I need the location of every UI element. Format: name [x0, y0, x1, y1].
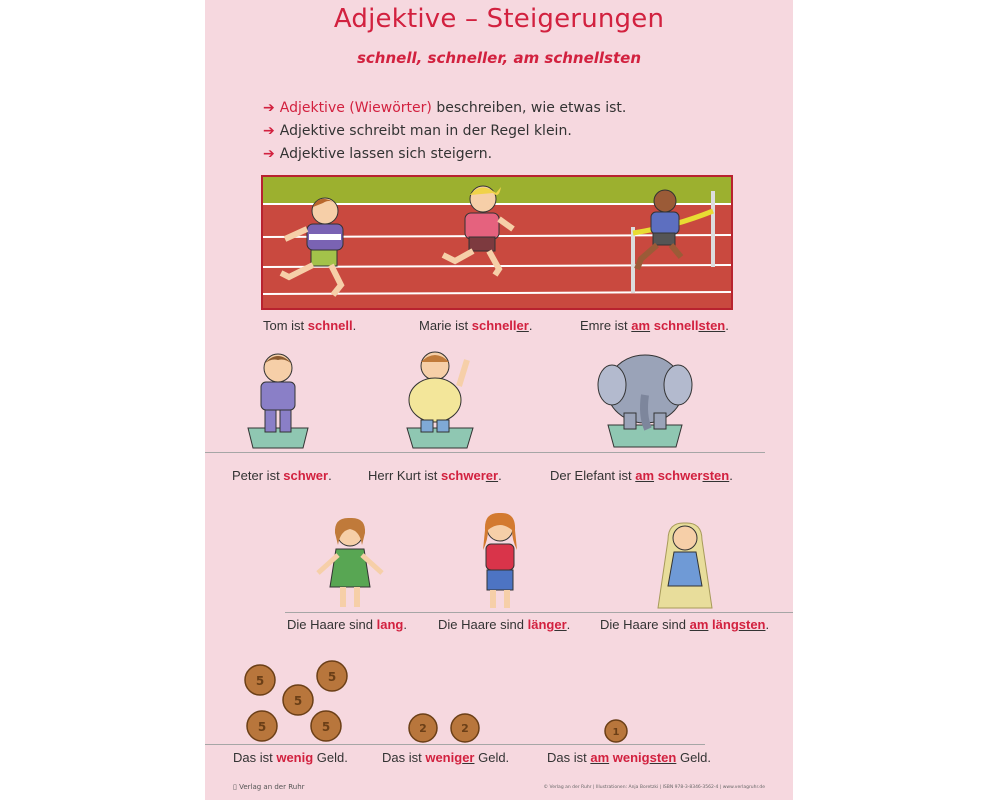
sentence-row4-positive: [233, 750, 348, 765]
svg-text:2: 2: [461, 722, 469, 735]
boy-peter-icon: [243, 350, 313, 450]
adjective: [276, 750, 313, 765]
sentence-row1-superlative: [580, 318, 729, 333]
sentence-end: .: [498, 468, 502, 483]
adjective-suffix: sten: [649, 750, 677, 765]
adjective-suffix: er: [462, 750, 475, 765]
sentence-end: Geld.: [474, 750, 510, 765]
adjective: [308, 318, 353, 333]
poster: [205, 0, 793, 800]
sentence-prefix: Die Haare sind: [287, 617, 377, 632]
running-track-illustration: [261, 175, 733, 310]
adjective: [472, 318, 529, 333]
sentence-prefix: Tom ist: [263, 318, 308, 333]
rule-highlight: Adjektive (Wiewörter): [279, 100, 432, 116]
adjective-stem: schwer: [283, 468, 329, 483]
girl-short-hair-icon: [310, 515, 390, 611]
elephant-icon: [590, 345, 700, 450]
sentence-row2-comparative: [368, 468, 502, 483]
adjective-stem: wenig: [425, 750, 463, 765]
sentence-prefix: Der Elefant ist: [550, 468, 636, 483]
adjective: [690, 617, 766, 632]
ground-line: [205, 744, 705, 745]
adjective: [590, 750, 676, 765]
adjective-stem: wenig: [276, 750, 314, 765]
sentence-row2-superlative: [550, 468, 733, 483]
sentence-end: .: [528, 318, 533, 333]
adjective: [635, 468, 729, 483]
page-title: Adjektive – Steigerungen: [333, 4, 665, 34]
adjective-stem: läng: [527, 617, 555, 632]
adjective-am: am: [689, 617, 709, 632]
sentence-end: .: [729, 468, 733, 483]
adjective-suffix: er: [554, 617, 567, 632]
adjective-suffix: sten: [698, 318, 726, 333]
sentence-prefix: Herr Kurt ist: [368, 468, 441, 483]
sentence-end: .: [352, 318, 357, 333]
sentence-row1-positive: [263, 318, 356, 333]
adjective: [425, 750, 474, 765]
rule-text: Adjektive schreibt man in der Regel klein.: [279, 123, 572, 139]
adjective-stem: schwer: [657, 468, 703, 483]
sentence-end: .: [725, 318, 729, 333]
publisher-logo: ▯ Verlag an der Ruhr: [233, 783, 305, 791]
sentence-row3-positive: [287, 617, 407, 632]
adjective: [528, 617, 567, 632]
adjective: [283, 468, 328, 483]
adjective-suffix: er: [485, 468, 499, 483]
svg-text:5: 5: [255, 674, 265, 688]
sentence-prefix: Die Haare sind: [600, 617, 690, 632]
svg-text:5: 5: [327, 670, 337, 684]
sentence-end: .: [403, 617, 407, 632]
sentence-end: Geld.: [313, 750, 348, 765]
publisher-name: Verlag an der Ruhr: [239, 783, 305, 791]
adjective-am: am: [590, 750, 610, 765]
svg-text:2: 2: [419, 722, 427, 735]
adjective-stem: schnell: [307, 318, 353, 333]
coin-fewest-icon: [603, 718, 629, 744]
rules-list: [263, 97, 626, 166]
ground-line: [205, 452, 765, 453]
adjective-stem: schwer: [440, 468, 486, 483]
sentence-prefix: Emre ist: [580, 318, 632, 333]
sentence-row4-superlative: [547, 750, 711, 765]
rule-text: Adjektive lassen sich steigern.: [279, 146, 493, 162]
arrow-icon: ➔: [263, 123, 275, 139]
ground-line: [285, 612, 793, 613]
adjective-suffix: sten: [738, 617, 766, 632]
coins-fewer-icon: [405, 712, 485, 744]
sentence-prefix: Marie ist: [419, 318, 472, 333]
svg-text:5: 5: [321, 720, 331, 734]
sentence-prefix: Das ist: [547, 750, 591, 765]
adjective-stem: läng: [712, 617, 739, 632]
sentence-row4-comparative: [382, 750, 509, 765]
rule-item: [263, 97, 626, 120]
man-herr-kurt-icon: [395, 350, 485, 450]
sentence-row3-superlative: [600, 617, 769, 632]
rule-item: [263, 143, 626, 166]
adjective-suffix: er: [516, 318, 529, 333]
arrow-icon: ➔: [263, 146, 275, 162]
svg-text:5: 5: [293, 694, 303, 708]
sentence-end: Geld.: [676, 750, 712, 765]
sentence-prefix: Das ist: [382, 750, 426, 765]
sentence-row2-positive: [232, 468, 332, 483]
arrow-icon: ➔: [263, 100, 275, 116]
sentence-end: .: [328, 468, 332, 483]
girl-medium-hair-icon: [470, 510, 530, 612]
coins-many-icon: [240, 660, 350, 744]
adjective-am: am: [635, 468, 655, 483]
adjective-stem: schnell: [653, 318, 699, 333]
girl-long-hair-icon: [650, 520, 720, 612]
page-subtitle: schnell, schneller, am schnellsten: [356, 49, 642, 67]
adjective: [631, 318, 725, 333]
adjective: [441, 468, 498, 483]
sentence-prefix: Das ist: [233, 750, 277, 765]
svg-text:5: 5: [257, 720, 267, 734]
rule-item: [263, 120, 626, 143]
sentence-row1-comparative: [419, 318, 532, 333]
sentence-row3-comparative: [438, 617, 570, 632]
svg-text:1: 1: [612, 727, 620, 738]
credits: © Verlag an der Ruhr | Illustrationen: Anja Boretzki | ISBN 978-3-8346-3562-4 | www.verlagruhr.de: [543, 785, 765, 790]
adjective: [377, 617, 404, 632]
rule-text: beschreiben, wie etwas ist.: [431, 100, 627, 116]
adjective-stem: wenig: [612, 750, 650, 765]
sentence-end: .: [765, 617, 770, 632]
adjective-suffix: sten: [702, 468, 730, 483]
adjective-am: am: [631, 318, 651, 333]
sentence-end: .: [566, 617, 571, 632]
sentence-prefix: Peter ist: [232, 468, 284, 483]
adjective-stem: lang: [376, 617, 404, 632]
adjective-stem: schnell: [471, 318, 517, 333]
sentence-prefix: Die Haare sind: [438, 617, 528, 632]
